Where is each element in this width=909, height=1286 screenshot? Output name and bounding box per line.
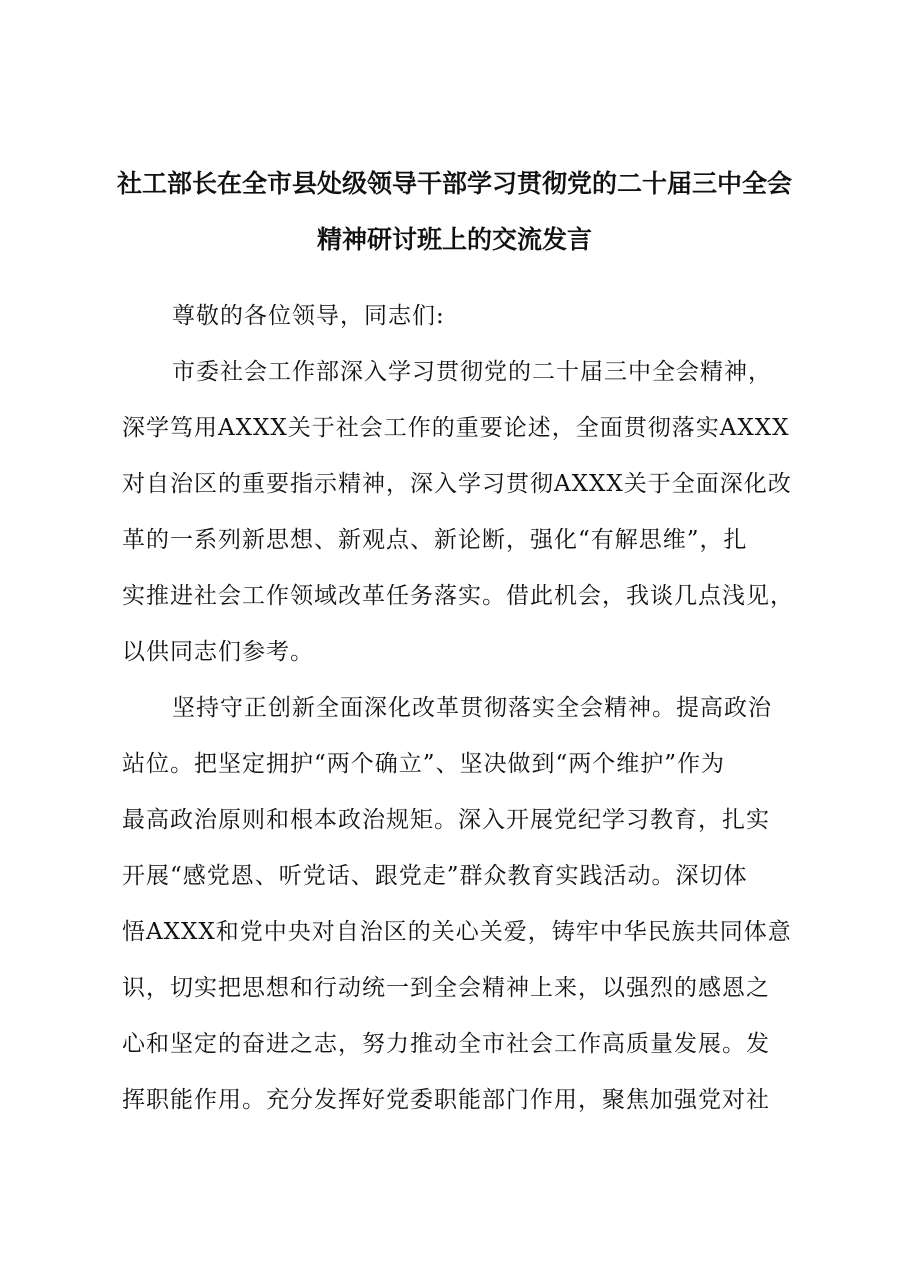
paragraph-1-line: 对自治区的重要指示精神，深入学习贯彻AXXX关于全面深化改 <box>122 471 792 497</box>
paragraph-1-line: 实推进社会工作领域改革任务落实。借此机会，我谈几点浅见， <box>122 583 794 609</box>
document-title-line-2: 精神研讨班上的交流发言 <box>316 225 592 254</box>
document-title-line-1: 社工部长在全市县处级领导干部学习贯彻党的二十届三中全会 <box>116 169 792 198</box>
paragraph-1-line: 市委社会工作部深入学习贯彻党的二十届三中全会精神， <box>172 359 772 385</box>
paragraph-2-line: 站位。把坚定拥护“两个确立”、坚决做到“两个维护”作为 <box>122 751 726 777</box>
salutation: 尊敬的各位领导，同志们: <box>172 303 445 329</box>
paragraph-2-line: 心和坚定的奋进之志，努力推动全市社会工作高质量发展。发 <box>122 1031 770 1057</box>
paragraph-2-line: 开展“感党恩、听党话、跟党走”群众教育实践活动。深切体 <box>122 863 748 889</box>
paragraph-1-line: 以供同志们参考。 <box>122 639 314 665</box>
document-body <box>122 288 792 1128</box>
paragraph-2-line: 悟AXXX和党中央对自治区的关心关爱，铸牢中华民族共同体意 <box>122 919 792 945</box>
paragraph-2-line: 挥职能作用。充分发挥好党委职能部门作用，聚焦加强党对社 <box>122 1087 770 1113</box>
paragraph-2-line: 坚持守正创新全面深化改革贯彻落实全会精神。提高政治 <box>172 695 772 721</box>
paragraph-1-line: 深学笃用AXXX关于社会工作的重要论述，全面贯彻落实AXXX <box>122 415 790 441</box>
paragraph-2-line: 识，切实把思想和行动统一到全会精神上来，以强烈的感恩之 <box>122 975 770 1001</box>
paragraph-2-line: 最高政治原则和根本政治规矩。深入开展党纪学习教育，扎实 <box>122 807 770 833</box>
paragraph-1-line: 革的一系列新思想、新观点、新论断，强化“有解思维”，扎 <box>122 527 748 553</box>
